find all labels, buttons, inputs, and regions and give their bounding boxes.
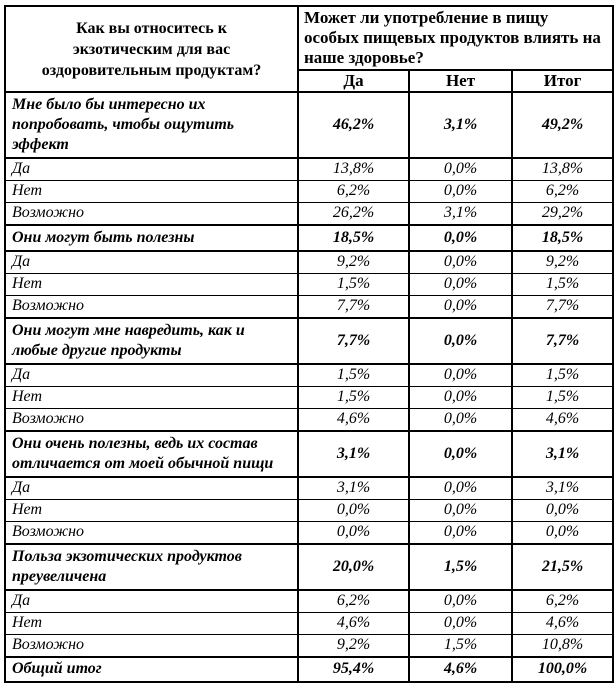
value-no: 3,1%: [409, 92, 512, 158]
column-header-yes: Да: [298, 70, 409, 92]
category-row: [5, 431, 613, 477]
value-total: 7,7%: [512, 296, 613, 319]
value-no: 0,0%: [409, 522, 512, 545]
answer-row: [5, 522, 613, 545]
value-yes: 7,7%: [298, 318, 409, 364]
value-total: 4,6%: [512, 409, 613, 432]
value-no: 0,0%: [409, 364, 512, 387]
value-yes: 18,5%: [298, 225, 409, 251]
value-no: 0,0%: [409, 590, 512, 613]
value-yes: 26,2%: [298, 203, 409, 226]
column-header-no: Нет: [409, 70, 512, 92]
value-yes: 4,6%: [298, 409, 409, 432]
total-row: [5, 657, 613, 682]
category-row: [5, 318, 613, 364]
category-row: [5, 225, 613, 251]
row-label: Они могут быть полезны: [5, 225, 298, 251]
value-yes: 20,0%: [298, 544, 409, 590]
value-total: 18,5%: [512, 225, 613, 251]
answer-row: [5, 477, 613, 500]
value-total: 49,2%: [512, 92, 613, 158]
value-yes: 95,4%: [298, 657, 409, 682]
value-total: 1,5%: [512, 274, 613, 296]
answer-row: [5, 409, 613, 432]
value-total: 1,5%: [512, 364, 613, 387]
value-yes: 46,2%: [298, 92, 409, 158]
answer-row: [5, 590, 613, 613]
value-yes: 9,2%: [298, 635, 409, 658]
value-no: 0,0%: [409, 500, 512, 522]
value-total: 21,5%: [512, 544, 613, 590]
value-no: 0,0%: [409, 477, 512, 500]
value-total: 100,0%: [512, 657, 613, 682]
value-yes: 6,2%: [298, 181, 409, 203]
column-header-total: Итог: [512, 70, 613, 92]
row-label: Возможно: [5, 296, 298, 319]
column-dimension-header: Может ли употребление в пищу особых пищевых продуктов влиять на наше здоровье?: [298, 6, 613, 70]
value-yes: 0,0%: [298, 500, 409, 522]
row-label: Мне было бы интересно их попробовать, чтобы ощутить эффект: [5, 92, 298, 158]
value-yes: 3,1%: [298, 431, 409, 477]
value-yes: 9,2%: [298, 251, 409, 274]
value-total: 3,1%: [512, 477, 613, 500]
answer-row: [5, 203, 613, 226]
answer-row: [5, 387, 613, 409]
value-yes: 4,6%: [298, 613, 409, 635]
value-no: 3,1%: [409, 203, 512, 226]
value-total: 10,8%: [512, 635, 613, 658]
value-yes: 1,5%: [298, 364, 409, 387]
row-label: Польза экзотических продуктов преувеличена: [5, 544, 298, 590]
row-label: Да: [5, 251, 298, 274]
row-label: Нет: [5, 274, 298, 296]
row-label: Да: [5, 364, 298, 387]
value-total: 1,5%: [512, 387, 613, 409]
row-label: Они могут мне навредить, как и любые другие продукты: [5, 318, 298, 364]
row-label: Возможно: [5, 409, 298, 432]
row-label: Да: [5, 477, 298, 500]
value-total: 0,0%: [512, 522, 613, 545]
value-no: 0,0%: [409, 613, 512, 635]
answer-row: [5, 613, 613, 635]
row-label: Нет: [5, 181, 298, 203]
value-yes: 7,7%: [298, 296, 409, 319]
answer-row: [5, 635, 613, 658]
value-no: 4,6%: [409, 657, 512, 682]
value-total: 7,7%: [512, 318, 613, 364]
row-label: Нет: [5, 387, 298, 409]
value-no: 1,5%: [409, 544, 512, 590]
value-total: 9,2%: [512, 251, 613, 274]
value-total: 3,1%: [512, 431, 613, 477]
value-no: 0,0%: [409, 225, 512, 251]
row-label: Возможно: [5, 203, 298, 226]
value-no: 0,0%: [409, 251, 512, 274]
category-row: [5, 92, 613, 158]
value-total: 6,2%: [512, 590, 613, 613]
value-total: 4,6%: [512, 613, 613, 635]
row-label: Возможно: [5, 635, 298, 658]
value-no: 0,0%: [409, 431, 512, 477]
value-no: 0,0%: [409, 274, 512, 296]
row-label: Нет: [5, 500, 298, 522]
value-total: 29,2%: [512, 203, 613, 226]
row-label: Нет: [5, 613, 298, 635]
value-no: 0,0%: [409, 296, 512, 319]
value-yes: 3,1%: [298, 477, 409, 500]
value-no: 0,0%: [409, 387, 512, 409]
answer-row: [5, 274, 613, 296]
value-no: 0,0%: [409, 318, 512, 364]
row-label: Общий итог: [5, 657, 298, 682]
value-total: 6,2%: [512, 181, 613, 203]
answer-row: [5, 296, 613, 319]
value-yes: 0,0%: [298, 522, 409, 545]
header-row-top: [5, 6, 613, 70]
answer-row: [5, 158, 613, 181]
value-yes: 13,8%: [298, 158, 409, 181]
value-no: 0,0%: [409, 409, 512, 432]
answer-row: [5, 181, 613, 203]
value-yes: 1,5%: [298, 274, 409, 296]
row-label: Да: [5, 590, 298, 613]
answer-row: [5, 500, 613, 522]
value-total: 13,8%: [512, 158, 613, 181]
value-yes: 6,2%: [298, 590, 409, 613]
value-total: 0,0%: [512, 500, 613, 522]
category-row: [5, 544, 613, 590]
value-yes: 1,5%: [298, 387, 409, 409]
row-label: Они очень полезны, ведь их состав отличается от моей обычной пищи: [5, 431, 298, 477]
row-label: Да: [5, 158, 298, 181]
value-no: 0,0%: [409, 158, 512, 181]
value-no: 1,5%: [409, 635, 512, 658]
answer-row: [5, 364, 613, 387]
row-dimension-header: Как вы относитесь к экзотическим для вас оздоровительным продуктам?: [5, 6, 298, 92]
survey-crosstab-table: [4, 5, 614, 683]
row-label: Возможно: [5, 522, 298, 545]
value-no: 0,0%: [409, 181, 512, 203]
answer-row: [5, 251, 613, 274]
